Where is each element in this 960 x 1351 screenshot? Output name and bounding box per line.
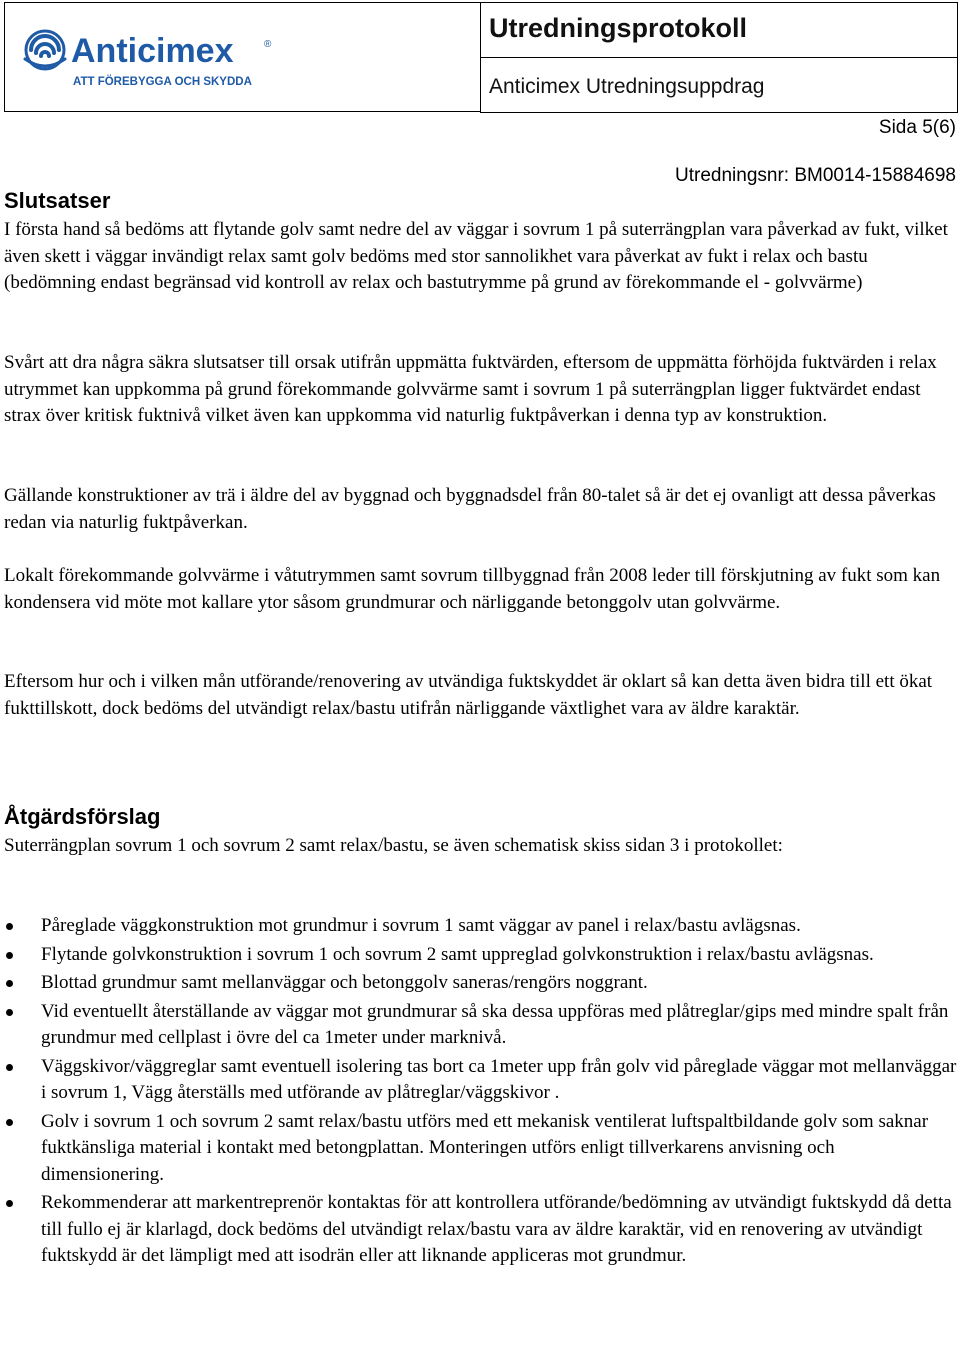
bullet-icon <box>6 1009 13 1016</box>
list-item <box>0 1054 958 1107</box>
action-text: Flytande golvkonstruktion i sovrum 1 och sovrum 2 samt uppreglad golvkonstruktion i relax/bastu avlägsnas. <box>41 943 874 965</box>
bullet-icon <box>6 952 13 959</box>
bullet-icon <box>6 1200 13 1207</box>
anticimex-emblem-icon <box>25 31 65 69</box>
action-text: Blottad grundmur samt mellanväggar och betonggolv saneras/rengörs noggrant. <box>41 972 648 993</box>
logo-tagline: ATT FÖREBYGGA OCH SKYDDA <box>73 76 252 88</box>
case-number: Utredningsnr: BM0014-15884698 <box>675 165 956 186</box>
actions-list <box>0 913 958 1272</box>
action-text: Golv i sovrum 1 och sovrum 2 samt relax/bastu utförs med ett mekanisk ventilerat luftspaltbildande golv som saknar fuktkänsliga material i kontakt med betongplattan. Monteringen utförs enligt tillverkarens anvisning och dimensionering. <box>41 1110 929 1185</box>
document-header <box>4 2 957 114</box>
list-item <box>0 970 958 997</box>
conclusions-paragraph: I första hand så bedöms att flytande golv samt nedre del av väggar i sovrum 1 på suterrängplan vara påverkad av fukt, vilket även skett i väggar invändigt relax samt golv bedöms med stor sannolikhet vara påverkat av fukt i relax och bastu (bedömning endast begränsad vid kontroll av relax och bastutrymme på grund av förekommande el - golvvärme) <box>4 219 948 293</box>
document-title: Utredningsprotokoll <box>489 13 747 43</box>
actions-intro: Suterrängplan sovrum 1 och sovrum 2 samt relax/bastu, se även schematisk skiss sidan 3 i protokollet: <box>4 835 783 856</box>
logo-brand-text: Anticimex <box>71 32 234 70</box>
conclusions-paragraph: Svårt att dra några säkra slutsatser till orsak utifrån uppmätta fuktvärden, eftersom de uppmätta förhöjda fuktvärden i relax utrymmet kan uppkomma på grund förekommande golvvärme samt i sovrum 1 på suterrängplan ligger fuktvärdet endast strax över kritisk fuktnivå vilket även kan uppkomma vid naturlig fuktpåverkan i denna typ av konstruktion. <box>4 352 937 426</box>
conclusions-paragraph: Lokalt förekommande golvvärme i våtutrymmen samt sovrum tillbyggnad från 2008 leder till förskjutning av fukt som kan kondensera vid möte mot kallare ytor såsom grundmurar och närliggande betonggolv utan golvvärme. <box>4 565 941 613</box>
list-item <box>0 1109 958 1189</box>
title-cell <box>480 2 958 58</box>
list-item <box>0 1190 958 1270</box>
conclusions-paragraph: Eftersom hur och i vilken mån utförande/renovering av utvändiga fuktskyddet är oklart så kan detta även bidra till ett ökat fukttillskott, dock bedöms del utvändigt relax/bastu utifrån närliggande växtlighet vara av äldre karaktär. <box>4 671 933 719</box>
conclusions-paragraph: Gällande konstruktioner av trä i äldre del av byggnad och byggnadsdel från 80-talet så är det ej ovanligt att dessa påverkas redan via naturlig fuktpåverkan. <box>4 485 936 533</box>
bullet-icon <box>6 980 13 987</box>
document-subtitle: Anticimex Utredningsuppdrag <box>489 75 765 98</box>
subtitle-cell <box>480 58 958 113</box>
list-item <box>0 942 958 969</box>
bullet-icon <box>6 1064 13 1071</box>
anticimex-logo <box>21 29 281 95</box>
action-text: Väggskivor/väggreglar samt eventuell isolering tas bort ca 1meter upp från golv vid påreglade väggar mot mellanväggar i sovrum 1, Vägg återställs med utförande av plåtreglar/väggskivor . <box>41 1055 957 1103</box>
logo-cell <box>4 2 480 112</box>
actions-heading: Åtgärdsförslag <box>4 804 161 829</box>
action-text: Påreglade väggkonstruktion mot grundmur i sovrum 1 samt väggar av panel i relax/bastu avlägsnas. <box>41 915 801 936</box>
action-text: Vid eventuellt återställande av väggar mot grundmurar så ska dessa uppföras med plåtreglar/gips med mindre spalt från grundmur med cellplast i övre del ca 1meter under marknivå. <box>41 1000 949 1048</box>
page-number: Sida 5(6) <box>878 117 956 138</box>
action-text: Rekommenderar att markentreprenör kontaktas för att kontrollera utförande/bedömning av utvändigt fuktskydd då detta till fullo ej är klarlagd, dock bedöms del utvändigt relax/bastu vara av äldre karaktär, vid en renovering av utvändigt fuktskydd är det lämpligt med att isodrän eller att liknande appliceras mot grundmur. <box>41 1192 952 1266</box>
list-item <box>0 913 958 940</box>
bullet-icon <box>6 1119 13 1126</box>
conclusions-heading: Slutsatser <box>4 188 111 213</box>
logo-registered-mark: ® <box>264 39 272 50</box>
bullet-icon <box>6 923 13 930</box>
list-item <box>0 999 958 1052</box>
